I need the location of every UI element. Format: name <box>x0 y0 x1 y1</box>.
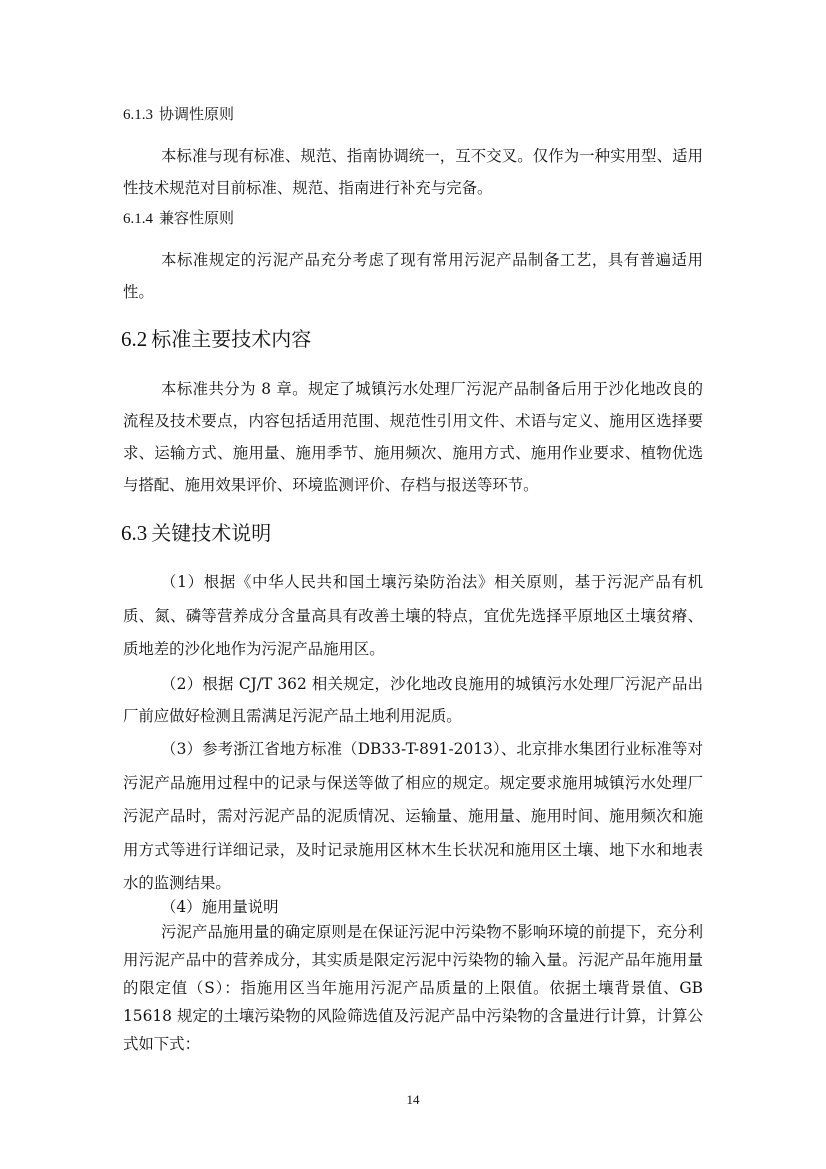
paragraph-6-3-item-4: 污泥产品施用量的确定原则是在保证污泥中污染物不影响环境的前提下，充分利用污泥产品中的营养成分，其实质是限定污泥中污染物的输入量。污泥产品年施用量的限定值（S）：指施用区当年施用污泥产品质量的上限值。依据土壤背景值、GB 15618 规定的土壤污染物的风险筛选值及污泥产品中污染物的含量进行计算，计算公式如下式： <box>123 923 703 1053</box>
page-number: 14 <box>406 1092 420 1107</box>
section-title: 标准主要技术内容 <box>151 327 312 351</box>
paragraph-6-3-item-1: （1）根据《中华人民共和国土壤污染防治法》相关原则，基于污泥产品有机质、氮、磷等营养成分含量高具有改善土壤的特点，宜优先选择平原地区土壤贫瘠、质地差的沙化地作为污泥产品施用区。 <box>123 573 703 658</box>
heading-6-1-3 <box>123 104 234 125</box>
section-number: 6.2 <box>121 327 148 351</box>
section-title: 协调性原则 <box>159 105 235 123</box>
section-number: 6.1.4 <box>123 211 153 227</box>
section-title: 兼容性原则 <box>159 209 235 227</box>
paragraph-6-1-4: 本标准规定的污泥产品充分考虑了现有常用污泥产品制备工艺，具有普遍适用性。 <box>123 251 703 301</box>
paragraph-6-3-item-4-title: （4）施用量说明 <box>161 898 279 916</box>
section-number: 6.1.3 <box>123 107 153 123</box>
paragraph-6-2: 本标准共分为 8 章。规定了城镇污水处理厂污泥产品制备后用于沙化地改良的流程及技术要点，内容包括适用范围、规范性引用文件、术语与定义、施用区选择要求、运输方式、施用量、施用季节、施用频次、施用方式、施用作业要求、植物优选与搭配、施用效果评价、环境监测评价、存档与报送等环节。 <box>123 380 703 494</box>
section-number: 6.3 <box>121 521 148 545</box>
paragraph-6-3-item-2: （2）根据 CJ/T 362 相关规定，沙化地改良施用的城镇污水处理厂污泥产品出厂前应做好检测且需满足污泥产品土地利用泥质。 <box>123 675 703 725</box>
paragraph-6-1-3: 本标准与现有标准、规范、指南协调统一，互不交叉。仅作为一种实用型、适用性技术规范对目前标准、规范、指南进行补充与完备。 <box>123 147 703 197</box>
heading-6-1-4 <box>123 208 234 229</box>
paragraph-6-3-item-3: （3）参考浙江省地方标准（DB33-T-891-2013）、北京排水集团行业标准等对污泥产品施用过程中的记录与保送等做了相应的规定。规定要求施用城镇污水处理厂污泥产品时，需对污泥产品的泥质情况、运输量、施用量、施用时间、施用频次和施用方式等进行详细记录，及时记录施用区林木生长状况和施用区土壤、地下水和地表水的监测结果。 <box>123 740 703 892</box>
section-title: 关键技术说明 <box>151 521 272 545</box>
heading-6-3 <box>121 520 271 546</box>
heading-6-2 <box>121 326 311 352</box>
